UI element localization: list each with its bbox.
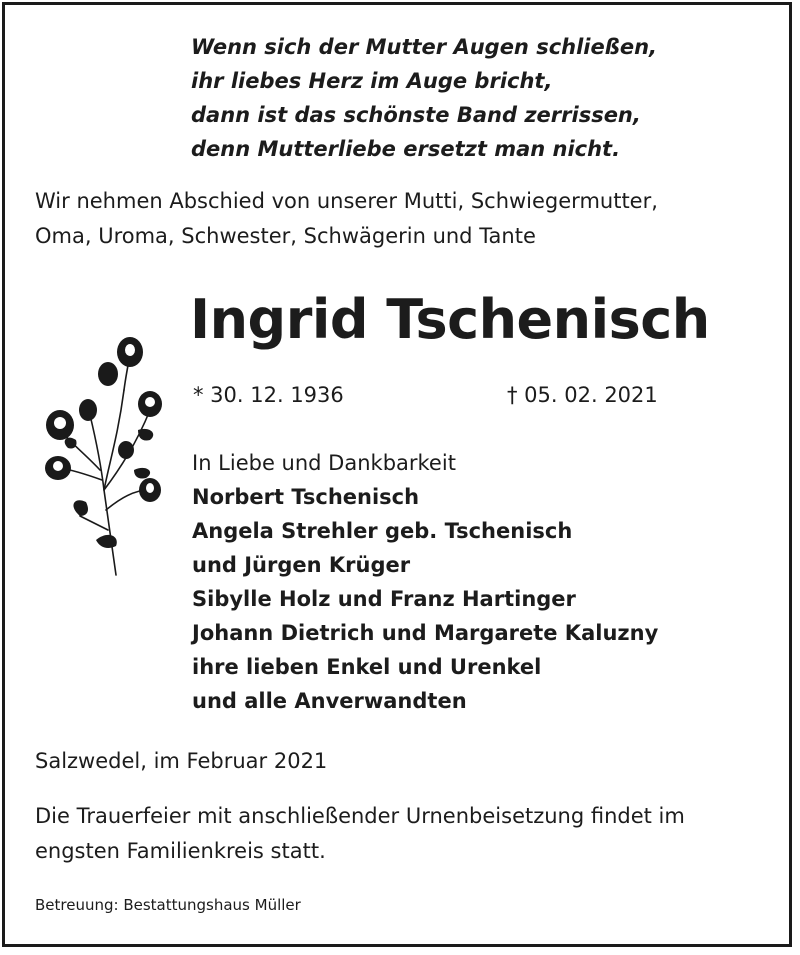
death-date: † 05. 02. 2021 xyxy=(507,383,658,407)
mourner-name: Norbert Tschenisch xyxy=(192,485,420,509)
birth-date: * 30. 12. 1936 xyxy=(193,383,344,407)
mourners-opening: In Liebe und Dankbarkeit xyxy=(192,451,456,475)
deceased-name: Ingrid Tschenisch xyxy=(190,288,710,351)
mourner-name: Angela Strehler geb. Tschenisch xyxy=(192,519,573,543)
poem-line: denn Mutterliebe ersetzt man nicht. xyxy=(191,137,621,161)
mourner-name: Johann Dietrich und Margarete Kaluzny xyxy=(192,621,659,645)
intro-line: Wir nehmen Abschied von unserer Mutti, Schwiegermutter, xyxy=(35,189,658,213)
intro-line: Oma, Uroma, Schwester, Schwägerin und Tante xyxy=(35,224,536,248)
note-line: engsten Familienkreis statt. xyxy=(35,839,326,863)
rose-bouquet-icon xyxy=(38,330,173,580)
farewell-intro xyxy=(35,184,780,254)
mourner-name: ihre lieben Enkel und Urenkel xyxy=(192,655,542,679)
mourners-list xyxy=(192,446,782,718)
poem-line: ihr liebes Herz im Auge bricht, xyxy=(191,69,553,93)
poem-line: dann ist das schönste Band zerrissen, xyxy=(191,103,641,127)
mourner-name: Sibylle Holz und Franz Hartinger xyxy=(192,587,576,611)
poem-line: Wenn sich der Mutter Augen schließen, xyxy=(191,35,658,59)
memorial-poem xyxy=(191,30,751,166)
note-line: Die Trauerfeier mit anschließender Urnenbeisetzung findet im xyxy=(35,804,685,828)
funeral-note xyxy=(35,799,780,869)
place-and-date: Salzwedel, im Februar 2021 xyxy=(35,749,328,773)
funeral-home-credit: Betreuung: Bestattungshaus Müller xyxy=(35,896,301,914)
mourner-name: und Jürgen Krüger xyxy=(192,553,411,577)
mourner-name: und alle Anverwandten xyxy=(192,689,467,713)
